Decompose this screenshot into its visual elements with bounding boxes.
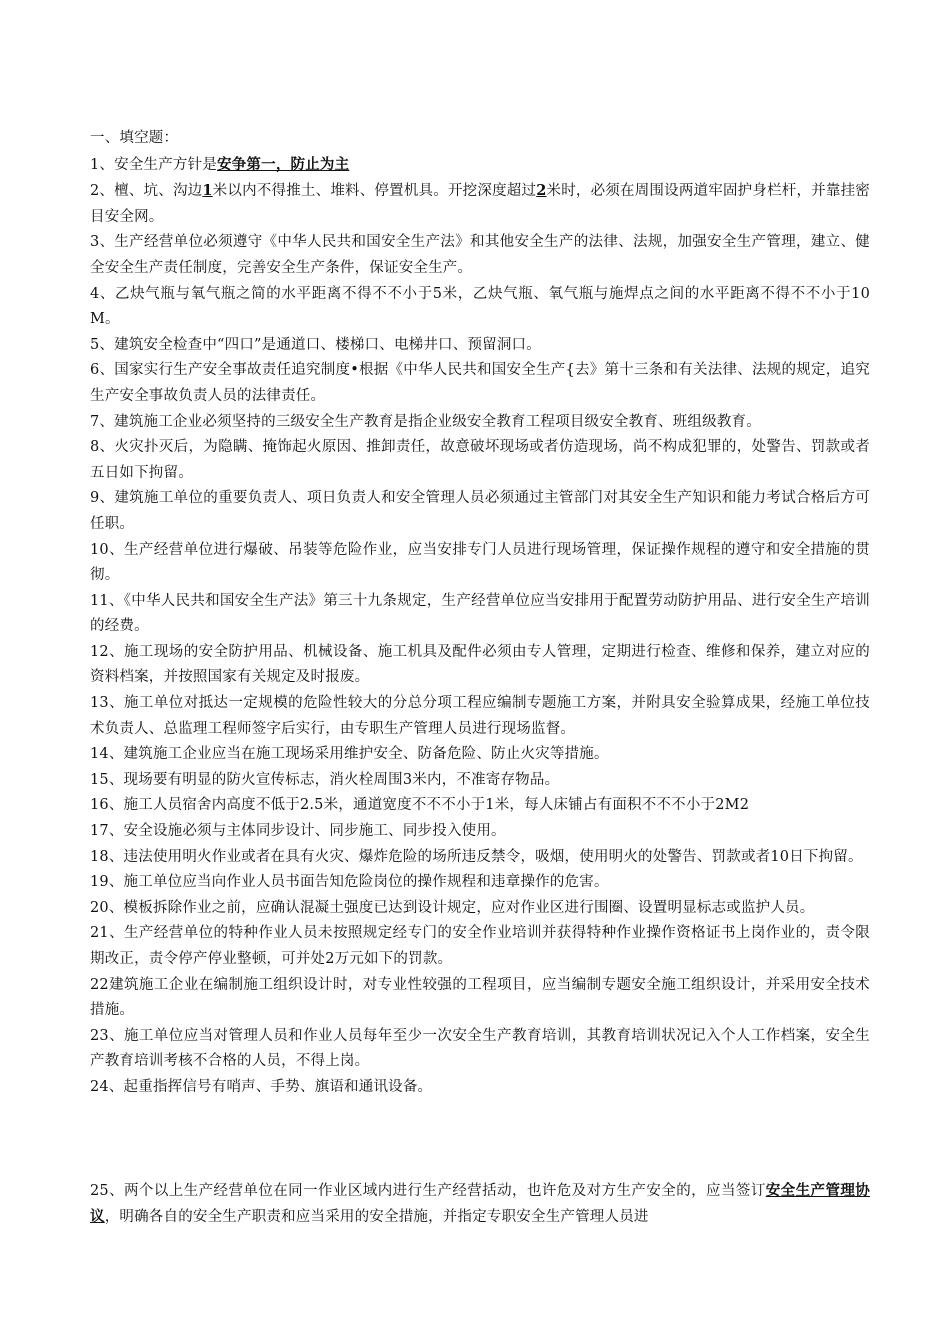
item-text: 1、安全生产方针是 <box>90 156 218 173</box>
item-11: 11、《中华人民共和国安全生产法》第三十九条规定，生产经营单位应当安排用于配置劳动防护用品、进行安全生产培训的经费。 <box>90 592 870 635</box>
item-14: 14、建筑施工企业应当在施工现场采用维护安全、防备危险、防止火灾等措施。 <box>90 746 609 763</box>
item-8: 8、火灾扑灭后，为隐瞒、掩饰起火原因、推卸责任，故意破坏现场或者仿造现场，尚不构成犯罪的，处警告、罚款或者五日如下拘留。 <box>90 439 870 481</box>
item-21: 21、生产经营单位的特种作业人员未按照规定经专门的安全作业培训并获得特种作业操作资格证书上岗作业的，责令限期改正，责令停产停业整顿，可并处2万元如下的罚款。 <box>90 925 870 967</box>
item-25 <box>90 1178 870 1231</box>
item-19: 19、施工单位应当向作业人员书面告知危险岗位的操作规程和违章操作的危害。 <box>90 874 609 891</box>
item-text: 25、两个以上生产经营单位在同一作业区域内进行生产经营括动，也许危及对方生产安全的，应当签订 <box>90 1182 766 1199</box>
item-15: 15、现场要有明显的防火宣传标志，消火栓周围3米内，不准寄存物品。 <box>90 771 560 788</box>
item-18: 18、违法使用明火作业或者在具有火灾、爆炸危险的场所违反禁令，吸烟，使用明火的处警告、罚款或者10日下拘留。 <box>90 848 863 865</box>
item-7: 7、建筑施工企业必须坚持的三级安全生产教育是指企业级安全教育工程项目级安全教育、班组级教育。 <box>90 413 761 430</box>
item-4: 4、乙炔气瓶与氧气瓶之简的水平距离不得不不小于5米，乙炔气瓶、氧气瓶与施焊点之间的水平距离不得不不小于10M。 <box>90 285 870 328</box>
item-6: 6、国家实行生产安全事故责任追究制度•根据《中华人民共和国安全生产{去》第十三条和有关法律、法规的规定，追究生产安全事故负责人员的法律责任。 <box>90 362 870 404</box>
item-20: 20、模板拆除作业之前，应确认混凝土强度已达到设计规定，应对作业区进行围圈、设置明显标志或监护人员。 <box>90 899 815 916</box>
item-22: 22建筑施工企业在编制施工组织设计时，对专业性较强的工程项目，应当编制专题安全施工组织设计，并采用安全技术措施。 <box>90 976 870 1019</box>
item-1 <box>90 152 870 179</box>
item-9: 9、建筑施工单位的重要负责人、项日负责人和安全管理人员必须通过主管部门对其安全生产知识和能力考试合格后方可任职。 <box>90 490 870 532</box>
answer-text: 2 <box>536 182 547 200</box>
document-body <box>90 126 870 1231</box>
item-text: ，明确各自的安全生产职责和应当采用的安全措施，并指定专职安全生产管理人员进 <box>104 1209 649 1226</box>
item-5: 5、建筑安全检查中“四口”是通道口、楼梯口、电梯井口、预留洞口。 <box>90 336 541 353</box>
item-10: 10、生产经营单位进行爆破、吊装等危险作业，应当安排专门人员进行现场管理，保证操作规程的遵守和安全措施的贯彻。 <box>90 541 870 584</box>
answer-text: 安全生产管理协议 <box>90 1181 870 1226</box>
item-17: 17、安全设施必须与主体同步设计、同步施工、同步投入使用。 <box>90 823 506 840</box>
item-2 <box>90 178 870 230</box>
item-text: 米以内不得推土、堆料、停置机具。开挖深度超过 <box>212 183 537 200</box>
blank-space <box>90 1101 870 1178</box>
item-3: 3、生产经营单位必须遵守《中华人民共和国安全生产法》和其他安全生产的法律、法规，加强安全生产管理，建立、健全安全生产责任制度，完善安全生产条件，保证安全生产。 <box>90 234 870 276</box>
item-16: 16、施工人员宿舍内高度不低于2.5米，通道宽度不不不小于1米，每人床铺占有面积不不不小于2M2 <box>90 797 750 814</box>
item-13: 13、施工单位对抵达一定规模的危险性较大的分总分项工程应编制专题施工方案，并附具安全验算成果，经施工单位技术负责人、总监理工程师签字后实行，由专职生产管理人员进行现场监督。 <box>90 695 870 737</box>
item-12: 12、施工现场的安全防护用品、机械设备、施工机具及配件必须由专人管理，定期进行检查、维修和保养，建立对应的资料档案，并按照国家有关规定及时报废。 <box>90 643 870 686</box>
section-title: 一、填空题： <box>90 130 179 146</box>
answer-text: 安争第一，防止为主 <box>217 155 350 173</box>
answer-text: 1 <box>202 182 213 200</box>
item-text: 2、檀、坑、沟边 <box>90 183 203 200</box>
item-24: 24、起重指挥信号有哨声、手势、旗语和通讯设备。 <box>90 1078 433 1095</box>
item-text: 米时，必须在周围设两道牢固护身栏杆，并靠挂密目安全网。 <box>90 183 870 225</box>
item-23: 23、施工单位应当对管理人员和作业人员每年至少一次安全生产教育培训，其教育培训状况记入个人工作档案，安全生产教育培训考核不合格的人员，不得上岗。 <box>90 1027 870 1070</box>
